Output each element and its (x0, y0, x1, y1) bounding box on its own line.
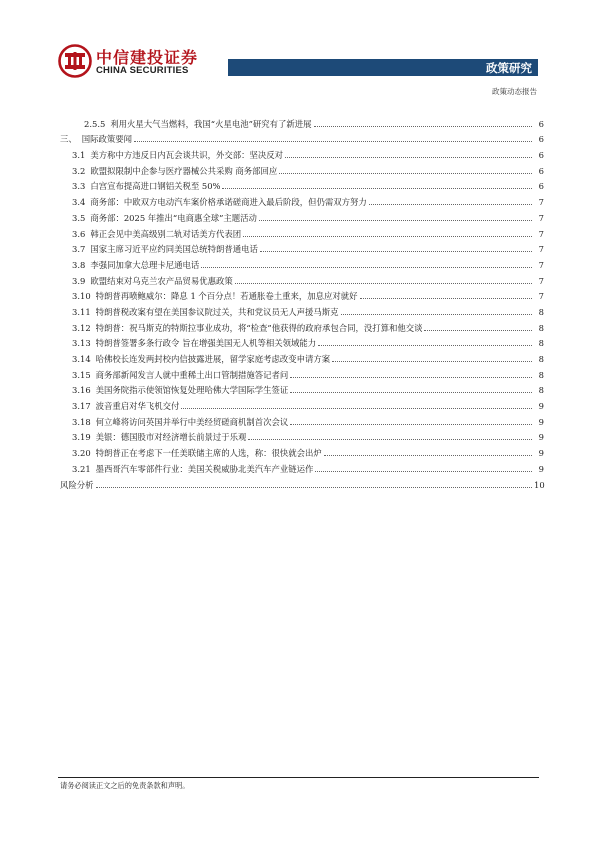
toc-page-number: 7 (538, 197, 544, 208)
toc-entry-number: 3.17 (72, 401, 91, 412)
toc-leader-dots (324, 455, 532, 456)
toc-entry-title: 何立峰将访问英国并举行中美经贸磋商机制首次会议 (95, 416, 289, 427)
toc-page-number: 7 (538, 212, 544, 223)
citic-logo-icon (58, 44, 92, 78)
toc-entry-title: 国家主席习近平应约同美国总统特朗普通电话 (90, 244, 258, 255)
toc-entry-title: 欧盟结束对乌克兰农产品贸易优惠政策 (90, 275, 233, 286)
logo-english-name: CHINA SECURITIES (96, 65, 189, 76)
toc-entry-title: 特朗普正在考虑下一任美联储主席的人选，称：很快就会出炉 (95, 448, 322, 459)
toc-entry[interactable] (60, 254, 544, 270)
toc-page-number: 9 (538, 448, 544, 459)
toc-page-number: 8 (538, 322, 544, 333)
toc-page-number: 6 (538, 150, 544, 161)
toc-page-number: 8 (538, 338, 544, 349)
toc-entry-number: 3.20 (72, 448, 91, 459)
toc-entry-title: 美国务院指示使领馆恢复处理哈佛大学国际学生签证 (95, 385, 289, 396)
toc-entry-title: 利用火星大气当燃料，我国“火星电池”研究有了新进展 (110, 118, 312, 129)
toc-page-number: 9 (538, 416, 544, 427)
toc-entry-number: 3.18 (72, 416, 91, 427)
toc-entry[interactable] (60, 348, 544, 364)
toc-entry-number: 三、 (60, 134, 77, 145)
toc-entry[interactable] (60, 223, 544, 239)
toc-leader-dots (290, 377, 532, 378)
toc-leader-dots (285, 157, 532, 158)
toc-page-number: 9 (538, 432, 544, 443)
toc-leader-dots (369, 204, 532, 205)
toc-page-number: 7 (538, 228, 544, 239)
toc-entry-title: 国际政策要闻 (81, 134, 132, 145)
toc-entry[interactable] (60, 458, 544, 474)
toc-leader-dots (201, 267, 532, 268)
toc-leader-dots (96, 487, 533, 488)
toc-page-number: 8 (538, 369, 544, 380)
toc-page-number: 6 (538, 181, 544, 192)
toc-leader-dots (222, 188, 532, 189)
toc-entry-number: 3.5 (72, 212, 86, 223)
toc-entry[interactable] (60, 333, 544, 349)
toc-entry-number: 3.21 (72, 463, 91, 474)
toc-leader-dots (235, 283, 532, 284)
toc-entry-title: 风险分析 (60, 479, 94, 490)
toc-entry[interactable] (60, 395, 544, 411)
toc-entry-number: 3.9 (72, 275, 86, 286)
toc-page-number: 9 (538, 401, 544, 412)
toc-entry-number: 3.12 (72, 322, 91, 333)
toc-leader-dots (260, 251, 532, 252)
toc-entry[interactable] (60, 129, 544, 145)
toc-entry-title: 商务部新闻发言人就中重稀土出口管制措施答记者问 (95, 369, 289, 380)
toc-entry-number: 3.11 (72, 306, 91, 317)
toc-leader-dots (290, 424, 532, 425)
toc-page-number: 9 (538, 463, 544, 474)
toc-entry-number: 3.4 (72, 197, 86, 208)
section-title: 政策研究 (486, 61, 532, 75)
toc-page-number: 6 (538, 134, 544, 145)
toc-leader-dots (243, 236, 532, 237)
toc-leader-dots (279, 173, 532, 174)
toc-page-number: 6 (538, 165, 544, 176)
toc-leader-dots (341, 314, 532, 315)
toc-entry-title: 哈佛校长连发两封校内信披露进展，留学家庭考虑改变申请方案 (95, 354, 331, 364)
toc-entry[interactable] (60, 442, 544, 458)
toc-entry[interactable] (60, 239, 544, 255)
toc-entry[interactable] (60, 191, 544, 207)
toc-entry[interactable] (60, 286, 544, 302)
toc-entry[interactable] (60, 144, 544, 160)
logo-chinese-name: 中信建投证券 (96, 48, 199, 67)
toc-entry-number: 3.2 (72, 165, 86, 176)
toc-entry-title: 墨西哥汽车零部件行业：美国关税威胁北美汽车产业链运作 (95, 463, 314, 474)
toc-leader-dots (248, 439, 532, 440)
toc-entry[interactable] (60, 176, 544, 192)
toc-entry-title: 波音重启对华飞机交付 (95, 401, 180, 412)
toc-entry-title: 商务部：2025 年推出“电商惠全球”主题活动 (90, 212, 257, 223)
toc-entry[interactable] (60, 411, 544, 427)
toc-page-number: 7 (538, 259, 544, 270)
table-of-contents (60, 113, 544, 490)
toc-entry-title: 欧盟拟限制中企参与医疗器械公共采购 商务部回应 (90, 165, 278, 176)
toc-page-number: 8 (538, 385, 544, 396)
toc-page-number: 10 (534, 479, 545, 490)
toc-entry-number: 3.19 (72, 432, 91, 443)
toc-entry-title: 特朗普税改案有望在美国参议院过关，共和党议员无人声援马斯克 (95, 306, 339, 317)
toc-entry[interactable] (60, 301, 544, 317)
toc-entry[interactable] (60, 427, 544, 443)
toc-entry[interactable] (60, 474, 544, 490)
toc-entry-number: 3.14 (72, 354, 91, 364)
toc-entry[interactable] (60, 270, 544, 286)
toc-page-number: 7 (538, 275, 544, 286)
toc-entry-title: 特朗普：祝马斯克的特斯拉事业成功，将“检查”他获得的政府承包合同，没打算和他交谈 (95, 322, 423, 333)
toc-entry-title: 美银：德国股市对经济增长前景过于乐观 (95, 432, 247, 443)
toc-leader-dots (134, 141, 532, 142)
toc-leader-dots (314, 126, 533, 127)
toc-entry-number: 3.7 (72, 244, 86, 255)
toc-leader-dots (181, 408, 532, 409)
toc-entry[interactable] (60, 207, 544, 223)
toc-entry[interactable] (60, 364, 544, 380)
toc-entry-number: 3.1 (72, 150, 86, 161)
toc-page-number: 8 (538, 306, 544, 317)
toc-leader-dots (290, 392, 532, 393)
toc-leader-dots (318, 345, 532, 346)
toc-entry[interactable] (60, 380, 544, 396)
toc-entry-title: 白宫宣布提高进口钢铝关税至 50% (90, 181, 221, 192)
toc-entry-number: 3.13 (72, 338, 91, 349)
toc-entry[interactable] (60, 160, 544, 176)
toc-entry-title: 商务部：中欧双方电动汽车案价格承诺磋商进入最后阶段，但仍需双方努力 (90, 197, 367, 208)
toc-entry[interactable] (60, 113, 544, 129)
toc-entry[interactable] (60, 317, 544, 333)
toc-leader-dots (259, 220, 532, 221)
toc-entry-title: 特朗普签署多条行政令 旨在增强美国无人机等相关领域能力 (95, 338, 317, 349)
toc-entry-title: 美方称中方违反日内瓦会谈共识，外交部：坚决反对 (90, 150, 283, 161)
toc-page-number: 7 (538, 291, 544, 302)
toc-page-number: 7 (538, 244, 544, 255)
toc-entry-number: 3.15 (72, 369, 91, 380)
toc-page-number: 8 (538, 354, 544, 364)
toc-entry-number: 3.6 (72, 228, 86, 239)
report-type: 政策动态报告 (492, 87, 537, 96)
toc-entry-title: 特朗普再喷鲍威尔：降息 1 个百分点！若通胀卷土重来，加息应对就好 (95, 291, 358, 302)
toc-entry-title: 韩正会见中美高级别二轨对话美方代表团 (90, 228, 242, 239)
toc-entry-title: 李强同加拿大总理卡尼通电话 (90, 259, 200, 270)
toc-leader-dots (315, 471, 532, 472)
header-bar (228, 59, 538, 76)
toc-leader-dots (360, 298, 532, 299)
toc-leader-dots (332, 361, 532, 362)
toc-entry-number: 2.5.5 (84, 118, 106, 129)
toc-page-number: 6 (538, 118, 544, 129)
toc-entry-number: 3.10 (72, 291, 91, 302)
footer-divider (58, 777, 539, 778)
footer-disclaimer: 请务必阅读正文之后的免责条款和声明。 (60, 781, 190, 790)
toc-leader-dots (424, 330, 532, 331)
toc-entry-number: 3.3 (72, 181, 86, 192)
toc-entry-number: 3.16 (72, 385, 91, 396)
toc-entry-number: 3.8 (72, 259, 86, 270)
